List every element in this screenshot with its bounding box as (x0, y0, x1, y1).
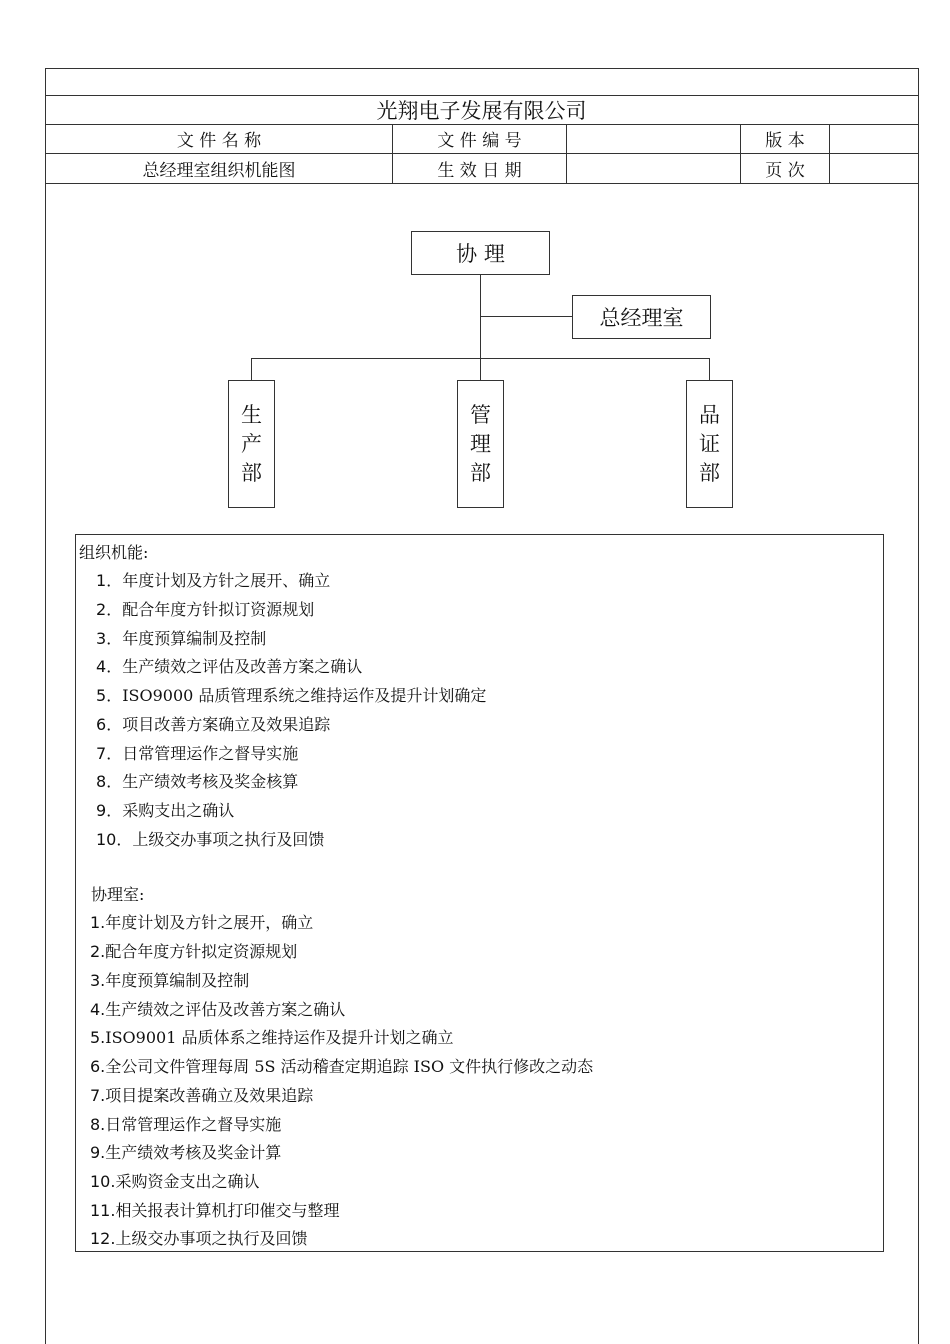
item-number: 6. (90, 1057, 106, 1076)
item-number: 3. (90, 971, 106, 990)
item-number: 1. (90, 913, 106, 932)
item-text: 全公司文件管理每周 5S 活动稽查定期追踪 ISO 文件执行修改之动态 (105, 1057, 594, 1076)
item-text: ．年度预算编制及控制 (106, 629, 267, 648)
list-item (90, 939, 297, 962)
item-number: 7 (96, 744, 107, 763)
item-text: ．项目改善方案确立及效果追踪 (106, 715, 331, 734)
doc-name-value: 总经理室组织机能图 (142, 161, 296, 181)
list-item (90, 1112, 281, 1135)
item-number: 2 (96, 600, 107, 619)
connector-drop-right (709, 358, 710, 380)
item-number: 11. (90, 1201, 116, 1220)
item-number: 7. (90, 1086, 106, 1105)
org-box-staff: 总经理室 (572, 295, 711, 339)
version-value (830, 124, 917, 153)
item-number: 9 (96, 801, 107, 820)
item-number: 1 (96, 571, 107, 590)
connector-staff (480, 316, 572, 317)
list-item (96, 741, 298, 764)
rule-top (45, 68, 918, 69)
list-item (96, 626, 266, 649)
doc-no-value (567, 124, 740, 153)
list-item (90, 968, 249, 991)
effective-date-value (567, 154, 740, 183)
doc-no-label: 文 件 编 号 (437, 131, 522, 151)
item-text: 日常管理运作之督导实施 (105, 1115, 282, 1134)
org-box-quality-label: 品证部 (699, 402, 720, 485)
item-number: 4 (96, 657, 107, 676)
org-box-management (457, 380, 504, 508)
list-item (90, 1226, 307, 1249)
org-box-management-label: 管理部 (470, 402, 491, 485)
org-box-top: 协 理 (411, 231, 550, 275)
item-text: ．年度计划及方针之展开、确立 (106, 571, 331, 590)
connector-drop-left (251, 358, 252, 380)
list-item (96, 827, 324, 850)
effective-date-label: 生 效 日 期 (437, 161, 522, 181)
org-box-quality (686, 380, 733, 508)
item-text: 项目提案改善确立及效果追踪 (105, 1086, 314, 1105)
page-label: 页 次 (765, 161, 805, 181)
item-text: 年度预算编制及控制 (105, 971, 250, 990)
company-title: 光翔电子发展有限公司 (376, 98, 587, 123)
item-text: 配合年度方针拟定资源规划 (105, 942, 298, 961)
item-text: ．生产绩效之评估及改善方案之确认 (106, 657, 363, 676)
item-text: ．生产绩效考核及奖金核算 (106, 772, 299, 791)
list-item (96, 769, 298, 792)
page-value (830, 154, 917, 183)
list-item (96, 683, 486, 706)
list-item (90, 1054, 593, 1077)
item-text: 相关报表计算机打印催交与整理 (115, 1201, 340, 1220)
item-number: 5. (90, 1028, 106, 1047)
list-item (96, 654, 362, 677)
list-item (96, 712, 330, 735)
item-number: 8. (90, 1115, 106, 1134)
item-text: ．上级交办事项之执行及回馈 (116, 830, 325, 849)
org-box-production (228, 380, 275, 508)
org-box-production-label: 生产部 (241, 402, 262, 485)
item-text: ISO9001 品质体系之维持运作及提升计划之确立 (105, 1028, 454, 1047)
item-number: 2. (90, 942, 106, 961)
item-number: 12. (90, 1229, 116, 1248)
item-number: 6 (96, 715, 107, 734)
item-number: 8 (96, 772, 107, 791)
list-item (90, 1198, 339, 1221)
item-text: 采购资金支出之确认 (115, 1172, 260, 1191)
item-text: 年度计划及方针之展开，确立 (105, 913, 314, 932)
item-text: 生产绩效之评估及改善方案之确认 (105, 1000, 346, 1019)
list-item (90, 997, 345, 1020)
functions-box (75, 534, 884, 1252)
item-number: 4. (90, 1000, 106, 1019)
item-text: ．配合年度方针拟订资源规划 (106, 600, 315, 619)
list-item (90, 1083, 313, 1106)
item-number: 10. (90, 1172, 116, 1191)
list-item (90, 1169, 259, 1192)
item-text: ．日常管理运作之督导实施 (106, 744, 299, 763)
item-text: 上级交办事项之执行及回馈 (115, 1229, 308, 1248)
list-item (96, 568, 330, 591)
item-number: 3 (96, 629, 107, 648)
functions-heading: 组织机能: (79, 543, 149, 562)
assistant-office-heading: 协理室: (91, 885, 145, 904)
list-item (90, 910, 313, 933)
item-number: 9. (90, 1143, 106, 1162)
version-label: 版 本 (765, 131, 805, 151)
item-text: ．ISO9000 品质管理系统之维持运作及提升计划确定 (106, 686, 487, 705)
list-item (96, 597, 314, 620)
connector-bus (251, 358, 710, 359)
item-text: ．采购支出之确认 (106, 801, 235, 820)
list-item (90, 1140, 281, 1163)
list-item (96, 798, 234, 821)
connector-trunk (480, 273, 481, 380)
item-text: 生产绩效考核及奖金计算 (105, 1143, 282, 1162)
list-item (90, 1025, 453, 1048)
doc-name-label: 文 件 名 称 (176, 131, 262, 151)
item-number: 10 (96, 830, 117, 849)
item-number: 5 (96, 686, 107, 705)
rule-header-bottom (45, 183, 918, 184)
